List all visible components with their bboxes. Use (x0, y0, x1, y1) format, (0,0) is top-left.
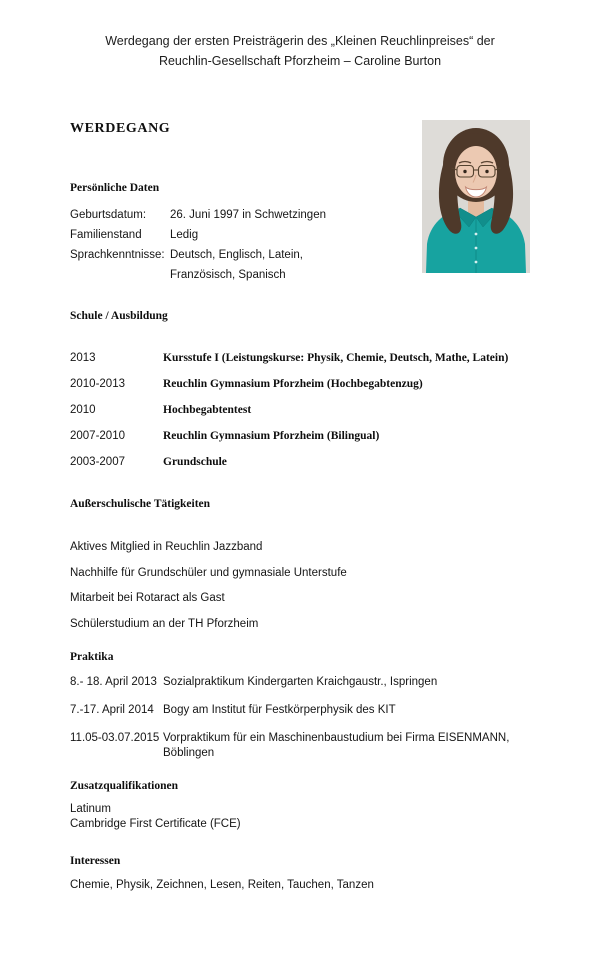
personal-value: Ledig (170, 229, 199, 241)
activities-list (70, 535, 540, 637)
qualifications-heading: Zusatzqualifikationen (70, 780, 178, 792)
section-interests (70, 854, 540, 893)
personal-row (70, 205, 540, 225)
section-internships (70, 650, 540, 774)
education-period: 2003-2007 (70, 456, 125, 468)
activity-item: Nachhilfe für Grundschüler und gymnasiale Unterstufe (70, 566, 347, 579)
education-period: 2010 (70, 404, 96, 416)
personal-value: Französisch, Spanisch (170, 269, 286, 281)
internship-row (70, 675, 540, 690)
personal-row (70, 245, 540, 265)
education-row (70, 423, 540, 449)
education-description: Kursstufe I (Leistungskurse: Physik, Chemie, Deutsch, Mathe, Latein) (163, 352, 509, 364)
personal-rows (70, 205, 540, 285)
activity-item: Schülerstudium an der TH Pforzheim (70, 617, 259, 630)
qualification-item: Cambridge First Certificate (FCE) (70, 818, 241, 830)
section-education (70, 309, 540, 475)
interests-heading: Interessen (70, 855, 121, 867)
internships-heading: Praktika (70, 651, 114, 663)
section-personal-data (70, 181, 540, 285)
internship-row (70, 731, 540, 761)
personal-value: Deutsch, Englisch, Latein, (170, 249, 303, 261)
education-period: 2010-2013 (70, 378, 125, 390)
personal-row (70, 265, 540, 285)
education-period: 2013 (70, 352, 96, 364)
education-description: Reuchlin Gymnasium Pforzheim (Hochbegabtenzug) (163, 378, 423, 390)
internship-period: 7.-17. April 2014 (70, 704, 154, 716)
section-qualifications (70, 779, 540, 832)
personal-row (70, 225, 540, 245)
internship-period: 11.05-03.07.2015 (70, 732, 160, 744)
document-title (0, 32, 600, 71)
document-title-line2: Reuchlin-Gesellschaft Pforzheim – Caroline Burton (158, 53, 442, 68)
personal-value: 26. Juni 1997 in Schwetzingen (170, 209, 326, 221)
education-row (70, 449, 540, 475)
cv-heading: WERDEGANG (70, 121, 171, 136)
interests-text: Chemie, Physik, Zeichnen, Lesen, Reiten, Tauchen, Tanzen (70, 879, 374, 891)
qualifications-list (70, 802, 540, 832)
activity-item: Mitarbeit bei Rotaract als Gast (70, 592, 225, 604)
internship-description: Bogy am Institut für Festkörperphysik des KIT (163, 704, 396, 716)
personal-label: Familienstand (70, 229, 142, 241)
education-heading: Schule / Ausbildung (70, 310, 168, 322)
education-row (70, 397, 540, 423)
document-title-line1: Werdegang der ersten Preisträgerin des „Kleinen Reuchlinpreises“ der (105, 34, 495, 48)
education-row (70, 371, 540, 397)
internship-description: Vorpraktikum für ein Maschinenbaustudium bei Firma EISENMANN, Böblingen (163, 732, 510, 759)
internship-description: Sozialpraktikum Kindergarten Kraichgaustr., Ispringen (163, 676, 438, 688)
personal-label: Geburtsdatum: (70, 209, 147, 221)
activities-heading: Außerschulische Tätigkeiten (70, 498, 211, 510)
education-description: Hochbegabtentest (163, 404, 252, 416)
education-row (70, 345, 540, 371)
education-description: Grundschule (163, 456, 227, 468)
education-rows (70, 345, 540, 475)
section-activities (70, 497, 540, 637)
internship-period: 8.- 18. April 2013 (70, 676, 157, 688)
internship-row (70, 703, 540, 718)
activity-item: Aktives Mitglied in Reuchlin Jazzband (70, 541, 263, 553)
personal-heading: Persönliche Daten (70, 182, 160, 194)
education-period: 2007-2010 (70, 430, 125, 442)
internship-rows (70, 675, 540, 761)
education-description: Reuchlin Gymnasium Pforzheim (Bilingual) (163, 430, 380, 442)
personal-label (70, 265, 170, 285)
personal-label: Sprachkenntnisse: (70, 249, 165, 261)
qualification-item: Latinum (70, 803, 111, 815)
